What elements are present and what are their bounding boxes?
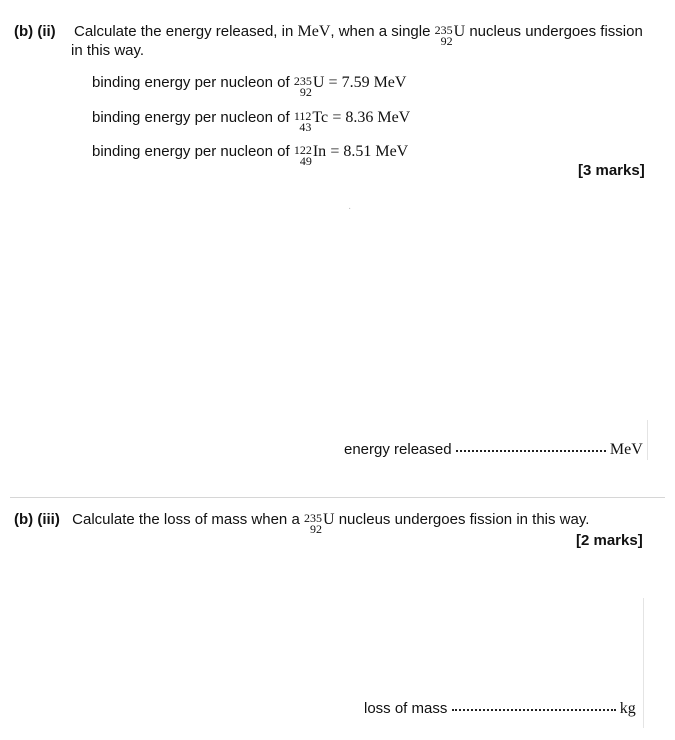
question-text: Calculate the loss of mass when a bbox=[72, 511, 304, 528]
answer-line-mass bbox=[364, 700, 636, 718]
answer-unit: MeV bbox=[609, 441, 643, 458]
element-symbol: In bbox=[312, 143, 327, 160]
question-text: , when a single bbox=[330, 23, 435, 40]
question-b-ii-line2: in this way. bbox=[71, 42, 145, 59]
nuclide-technetium bbox=[294, 109, 328, 133]
atomic-number: 92 bbox=[299, 85, 312, 99]
question-b-iii-line1 bbox=[14, 511, 589, 535]
question-label-b-iii: (b) (iii) bbox=[14, 511, 60, 528]
element-symbol: U bbox=[322, 511, 335, 528]
mass-number: 235 bbox=[434, 23, 453, 37]
data-row-indium bbox=[92, 143, 408, 167]
data-value: = 7.59 MeV bbox=[328, 74, 407, 91]
atomic-number: 92 bbox=[440, 34, 453, 48]
data-label: binding energy per nucleon of bbox=[92, 143, 294, 160]
data-row-uranium bbox=[92, 74, 406, 98]
answer-line-energy bbox=[344, 441, 643, 459]
question-text: nucleus undergoes fission in this way. bbox=[338, 511, 590, 528]
margin-line-lower bbox=[643, 598, 644, 728]
nuclide-uranium bbox=[304, 511, 335, 535]
marks-b-iii: [2 marks] bbox=[576, 532, 643, 549]
element-symbol: U bbox=[312, 74, 325, 91]
nuclide-indium bbox=[294, 143, 326, 167]
atomic-number: 43 bbox=[299, 120, 312, 134]
marks-b-ii: [3 marks] bbox=[578, 162, 645, 179]
question-text: nucleus undergoes fission bbox=[469, 23, 643, 40]
mass-number: 235 bbox=[293, 74, 312, 88]
atomic-number: 92 bbox=[309, 522, 322, 536]
mass-number: 235 bbox=[303, 511, 322, 525]
mass-number: 112 bbox=[293, 109, 312, 123]
answer-blank[interactable] bbox=[452, 708, 616, 711]
answer-unit: kg bbox=[619, 700, 636, 717]
data-value: = 8.51 MeV bbox=[330, 143, 409, 160]
section-divider bbox=[10, 497, 665, 498]
answer-label: loss of mass bbox=[364, 700, 448, 717]
data-row-technetium bbox=[92, 109, 410, 133]
unit-mev: MeV bbox=[297, 23, 331, 40]
data-label: binding energy per nucleon of bbox=[92, 109, 294, 126]
question-text: Calculate the energy released, in bbox=[74, 23, 298, 40]
nuclide-uranium bbox=[294, 74, 325, 98]
nuclide-uranium bbox=[435, 23, 466, 47]
data-value: = 8.36 MeV bbox=[332, 109, 411, 126]
answer-blank[interactable] bbox=[456, 449, 606, 452]
scan-speck: · bbox=[348, 203, 352, 214]
element-symbol: Tc bbox=[312, 109, 329, 126]
question-label-b-ii: (b) (ii) bbox=[14, 23, 56, 40]
element-symbol: U bbox=[453, 23, 466, 40]
margin-line-upper bbox=[647, 420, 648, 460]
data-label: binding energy per nucleon of bbox=[92, 74, 294, 91]
answer-label: energy released bbox=[344, 441, 452, 458]
atomic-number: 49 bbox=[299, 154, 312, 168]
mass-number: 122 bbox=[293, 143, 312, 157]
